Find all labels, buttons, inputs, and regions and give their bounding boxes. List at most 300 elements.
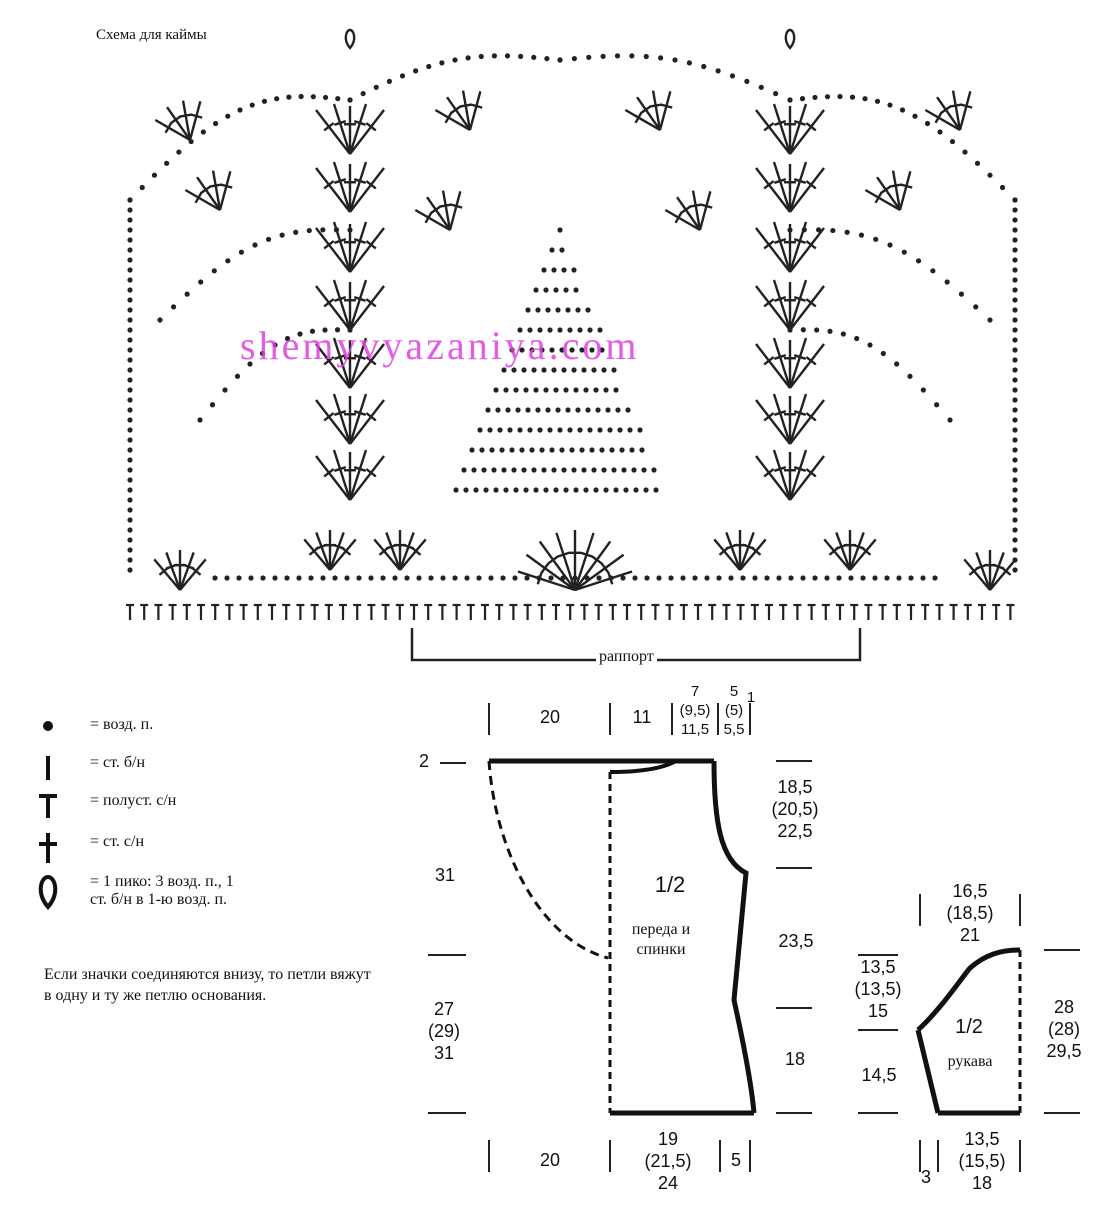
dim-left-lower: 27 (29) 31 <box>427 999 460 1063</box>
chain-dot <box>613 387 618 392</box>
chain-dot <box>127 227 132 232</box>
chain-dot <box>894 361 899 366</box>
chain-dot <box>344 575 349 580</box>
chain-dot <box>198 279 203 284</box>
dc-stem <box>756 228 790 272</box>
chain-dot <box>787 227 792 232</box>
chain-dot <box>392 575 397 580</box>
chain-dot <box>950 139 955 144</box>
chain-dot <box>752 575 757 580</box>
chain-dot <box>884 575 889 580</box>
chain-dot <box>476 575 481 580</box>
chain-dot <box>553 387 558 392</box>
chain-dot <box>633 487 638 492</box>
chain-dot-icon <box>38 716 90 741</box>
chain-dot <box>250 102 255 107</box>
dc-stem <box>740 532 754 570</box>
chain-dot <box>533 487 538 492</box>
chain-dot <box>611 467 616 472</box>
chain-dot <box>416 575 421 580</box>
chain-dot <box>523 487 528 492</box>
chain-dot <box>583 387 588 392</box>
dc-stem <box>220 171 230 210</box>
chain-dot <box>323 95 328 100</box>
chain-dot <box>623 487 628 492</box>
chain-dot <box>544 56 549 61</box>
chain-dot <box>1012 357 1017 362</box>
watermark: shemyvyazaniya.com <box>240 323 640 368</box>
chain-dot <box>887 242 892 247</box>
chain-dot <box>127 527 132 532</box>
chain-dot <box>875 99 880 104</box>
chain-dot <box>127 267 132 272</box>
legend-text: = ст. с/н <box>90 833 145 850</box>
chain-dot <box>644 575 649 580</box>
dc-bar <box>901 184 913 187</box>
dc-stem <box>774 394 790 444</box>
chain-dot <box>687 60 692 65</box>
chain-dot <box>581 467 586 472</box>
chain-dot <box>599 447 604 452</box>
double-crochet-icon <box>38 833 90 868</box>
chain-dot <box>164 161 169 166</box>
chain-dot <box>466 55 471 60</box>
dc-bar <box>210 185 222 187</box>
chain-dot <box>1012 477 1017 482</box>
chain-dot <box>975 161 980 166</box>
chain-dot <box>539 447 544 452</box>
chain-dot <box>597 427 602 432</box>
dc-stem <box>575 541 610 590</box>
chain-dot <box>1012 327 1017 332</box>
dc-bar <box>592 556 602 563</box>
chain-dot <box>311 94 316 99</box>
dc-stem <box>756 168 790 212</box>
chain-dot <box>260 575 265 580</box>
dc-stem <box>386 532 400 570</box>
chain-dot <box>559 447 564 452</box>
chain-dot <box>225 258 230 263</box>
chain-dot <box>887 102 892 107</box>
dc-bar <box>201 186 211 193</box>
chain-dot <box>533 287 538 292</box>
chain-dot <box>627 427 632 432</box>
sleeve-label-main: 1/2 <box>955 1016 983 1038</box>
chain-dot <box>629 53 634 58</box>
dc-stem <box>790 162 806 212</box>
chain-dot <box>862 96 867 101</box>
legend-text-2: ст. б/н в 1-ю возд. п. <box>90 891 228 908</box>
chain-dot <box>497 427 502 432</box>
chain-dot <box>495 407 500 412</box>
chain-dot <box>557 227 562 232</box>
chain-dot <box>1012 307 1017 312</box>
chain-dot <box>127 307 132 312</box>
chain-dot <box>613 487 618 492</box>
chain-dot <box>912 114 917 119</box>
chain-dot <box>127 377 132 382</box>
chain-dot <box>639 447 644 452</box>
chain-dot <box>537 427 542 432</box>
chain-dot <box>127 437 132 442</box>
dc-stem <box>756 456 790 500</box>
chain-dot <box>573 287 578 292</box>
chain-dot <box>563 287 568 292</box>
chain-dot <box>127 217 132 222</box>
chain-dot <box>579 447 584 452</box>
chain-dot <box>854 336 859 341</box>
dc-stem <box>790 344 824 388</box>
legend-item-chain <box>38 716 153 741</box>
dc-stem <box>790 168 824 212</box>
dc-stem <box>350 456 384 500</box>
chain-dot <box>127 287 132 292</box>
chain-dot <box>127 417 132 422</box>
chain-dot <box>585 407 590 412</box>
chain-dot <box>601 467 606 472</box>
dc-bar <box>881 186 891 193</box>
chain-dot <box>788 575 793 580</box>
dc-bar <box>440 205 452 207</box>
half-double-crochet-icon <box>38 792 90 825</box>
chain-dot <box>493 387 498 392</box>
chain-dot <box>908 575 913 580</box>
dim-top-col1: 7 (9,5) 11,5 <box>679 683 711 738</box>
chain-dot <box>641 467 646 472</box>
chain-dot <box>563 487 568 492</box>
dc-stem <box>316 168 350 212</box>
chain-dot <box>152 173 157 178</box>
chain-dot <box>563 387 568 392</box>
chain-dot <box>308 575 313 580</box>
chain-dot <box>668 575 673 580</box>
dc-stem <box>400 532 414 570</box>
chain-dot <box>252 242 257 247</box>
chain-dot <box>1012 237 1017 242</box>
chain-dot <box>1012 267 1017 272</box>
chain-dot <box>543 287 548 292</box>
dc-stem <box>350 162 366 212</box>
chain-dot <box>453 487 458 492</box>
chain-dot <box>1012 337 1017 342</box>
chain-dot <box>860 575 865 580</box>
chain-dot <box>867 342 872 347</box>
chain-dot <box>127 457 132 462</box>
dc-stem <box>334 450 350 500</box>
chain-dot <box>127 297 132 302</box>
chain-dot <box>1012 207 1017 212</box>
chain-dot <box>920 575 925 580</box>
chain-dot <box>1012 367 1017 372</box>
chain-dot <box>987 173 992 178</box>
chain-dot <box>335 96 340 101</box>
chain-dot <box>573 387 578 392</box>
chain-dot <box>236 575 241 580</box>
chain-dot <box>171 304 176 309</box>
chain-dot <box>157 317 162 322</box>
dc-stem <box>836 532 850 570</box>
chain-dot <box>651 467 656 472</box>
chain-dot <box>973 304 978 309</box>
dc-bar <box>602 563 609 573</box>
chain-dot <box>572 56 577 61</box>
chain-dot <box>347 227 352 232</box>
picot <box>786 30 794 48</box>
dc-bar <box>661 104 673 107</box>
chain-dot <box>274 96 279 101</box>
dc-stem <box>700 191 710 230</box>
chain-dot <box>477 427 482 432</box>
chain-dot <box>523 387 528 392</box>
chain-dot <box>488 575 493 580</box>
chain-dot <box>1012 227 1017 232</box>
chain-dot <box>625 407 630 412</box>
chain-dot <box>127 337 132 342</box>
chain-dot <box>501 467 506 472</box>
chain-dot <box>987 317 992 322</box>
dc-stem <box>774 162 790 212</box>
chain-dot <box>615 407 620 412</box>
dim-bottom-mid: 19 (21,5) 24 <box>644 1129 692 1193</box>
chain-dot <box>127 237 132 242</box>
chain-dot <box>575 407 580 412</box>
chain-dot <box>921 387 926 392</box>
chain-dot <box>248 575 253 580</box>
chain-dot <box>473 487 478 492</box>
chain-dot <box>517 427 522 432</box>
chain-dot <box>1012 537 1017 542</box>
dc-bar <box>690 205 702 207</box>
chain-dot <box>692 575 697 580</box>
dc-stem <box>756 344 790 388</box>
chain-dot <box>617 427 622 432</box>
sleeve-label-sub: рукава <box>947 1053 993 1070</box>
dc-stem <box>990 552 1004 590</box>
chain-dot <box>127 507 132 512</box>
chain-dot <box>296 575 301 580</box>
chain-dot <box>1012 447 1017 452</box>
chain-dot <box>902 250 907 255</box>
chain-dot <box>293 230 298 235</box>
dc-bar <box>950 105 962 107</box>
dc-stem <box>575 571 632 590</box>
chain-dot <box>452 57 457 62</box>
chain-dot <box>1012 407 1017 412</box>
chain-dot <box>800 575 805 580</box>
chain-dot <box>827 329 832 334</box>
chain-dot <box>512 575 517 580</box>
dc-stem <box>900 171 910 210</box>
chain-dot <box>607 427 612 432</box>
chain-dot <box>609 447 614 452</box>
chain-dot <box>140 185 145 190</box>
chain-dot <box>127 317 132 322</box>
chain-dot <box>1012 427 1017 432</box>
chain-dot <box>1012 527 1017 532</box>
sleeve-dim-top: 16,5 (18,5) 21 <box>946 881 994 945</box>
chain-dot <box>836 575 841 580</box>
legend-text: = 1 пико: 3 возд. п., 1 <box>90 873 234 890</box>
chain-dot <box>493 487 498 492</box>
chain-dot <box>934 402 939 407</box>
chain-dot <box>127 497 132 502</box>
chain-dot <box>962 149 967 154</box>
chain-dot <box>521 467 526 472</box>
chain-dot <box>361 91 366 96</box>
chain-dot <box>503 487 508 492</box>
chain-dot <box>557 57 562 62</box>
chain-dot <box>479 447 484 452</box>
chain-dot <box>483 487 488 492</box>
chain-dot <box>525 407 530 412</box>
chain-dot <box>551 467 556 472</box>
chain-dot <box>567 427 572 432</box>
chain-dot <box>947 417 952 422</box>
chain-dot <box>704 575 709 580</box>
chain-dot <box>332 575 337 580</box>
chain-dot <box>553 487 558 492</box>
chain-dot <box>740 575 745 580</box>
chain-dot <box>127 567 132 572</box>
chain-dot <box>513 487 518 492</box>
chain-dot <box>210 402 215 407</box>
chain-dot <box>127 387 132 392</box>
dc-stem <box>350 394 366 444</box>
chain-dot <box>1012 247 1017 252</box>
chain-dot <box>1012 567 1017 572</box>
chain-dot <box>531 55 536 60</box>
dc-bar <box>171 116 181 123</box>
dc-stem <box>790 286 824 330</box>
chain-dot <box>356 575 361 580</box>
dc-bar <box>460 105 472 107</box>
dc-stem <box>774 104 790 154</box>
chain-dot <box>284 575 289 580</box>
chain-dot <box>545 407 550 412</box>
chain-dot <box>127 467 132 472</box>
chain-dot <box>1012 297 1017 302</box>
chain-dot <box>547 427 552 432</box>
chain-dot <box>307 228 312 233</box>
chain-dot <box>701 64 706 69</box>
chain-dot <box>932 575 937 580</box>
chain-dot <box>1012 287 1017 292</box>
dc-stem <box>756 286 790 330</box>
chain-dot <box>873 237 878 242</box>
chain-dot <box>464 575 469 580</box>
dc-stem <box>790 280 806 330</box>
dc-stem <box>316 400 350 444</box>
chain-dot <box>925 121 930 126</box>
chain-dot <box>716 68 721 73</box>
chain-dot <box>800 96 805 101</box>
chain-dot <box>859 233 864 238</box>
dc-stem <box>556 533 575 590</box>
dc-stem <box>350 104 366 154</box>
dim-left-upper: 31 <box>434 865 456 885</box>
chain-dot <box>1012 507 1017 512</box>
chain-dot <box>577 427 582 432</box>
picot-icon <box>38 873 90 918</box>
chain-dot <box>1000 185 1005 190</box>
chain-dot <box>603 487 608 492</box>
chain-dot <box>213 121 218 126</box>
chain-dot <box>764 575 769 580</box>
chain-dot <box>776 575 781 580</box>
chain-dot <box>629 447 634 452</box>
chain-dot <box>787 97 792 102</box>
dim-right-b: 23,5 <box>778 931 814 951</box>
dc-bar <box>701 204 713 207</box>
chain-dot <box>299 94 304 99</box>
dc-stem <box>756 110 790 154</box>
chain-dot <box>543 387 548 392</box>
chain-dot <box>426 64 431 69</box>
chain-dot <box>531 467 536 472</box>
chain-dot <box>237 107 242 112</box>
chain-dot <box>127 547 132 552</box>
chain-dot <box>872 575 877 580</box>
chain-dot <box>127 327 132 332</box>
chain-dot <box>1012 517 1017 522</box>
chain-dot <box>452 575 457 580</box>
chain-dot <box>916 258 921 263</box>
chain-dot <box>644 54 649 59</box>
dc-stem <box>774 338 790 388</box>
dc-bar <box>451 106 461 113</box>
chain-dot <box>557 427 562 432</box>
chain-dot <box>1012 277 1017 282</box>
chain-dot <box>541 467 546 472</box>
chain-dot <box>533 387 538 392</box>
chain-dot <box>1012 467 1017 472</box>
chain-dot <box>499 447 504 452</box>
dc-stem <box>334 394 350 444</box>
legend-text-block <box>90 873 234 909</box>
chain-dot <box>505 407 510 412</box>
legend-item-picot <box>38 873 234 918</box>
front-back-label-sub: переда и спинки <box>631 921 691 958</box>
dc-stem <box>350 168 384 212</box>
chain-dot <box>280 233 285 238</box>
dc-bar <box>191 114 203 117</box>
chain-dot <box>127 537 132 542</box>
rapport-label: раппорт <box>596 648 657 666</box>
chain-dot <box>439 60 444 65</box>
dc-stem <box>334 162 350 212</box>
chain-dot <box>848 575 853 580</box>
chain-dot <box>201 129 206 134</box>
dc-stem <box>790 400 824 444</box>
chain-dot <box>1012 217 1017 222</box>
chain-dot <box>286 95 291 100</box>
chain-dot <box>489 447 494 452</box>
chain-dot <box>672 57 677 62</box>
chain-dot <box>197 417 202 422</box>
chain-dot <box>1012 487 1017 492</box>
chain-dot <box>583 487 588 492</box>
chain-dot <box>239 250 244 255</box>
chain-dot <box>907 374 912 379</box>
chain-dot <box>1012 417 1017 422</box>
chain-dot <box>830 228 835 233</box>
chain-dot <box>1012 557 1017 562</box>
chain-dot <box>653 487 658 492</box>
dc-stem <box>660 91 670 130</box>
dc-stem <box>756 400 790 444</box>
chain-dot <box>511 467 516 472</box>
dim-left-top: 2 <box>418 751 429 771</box>
